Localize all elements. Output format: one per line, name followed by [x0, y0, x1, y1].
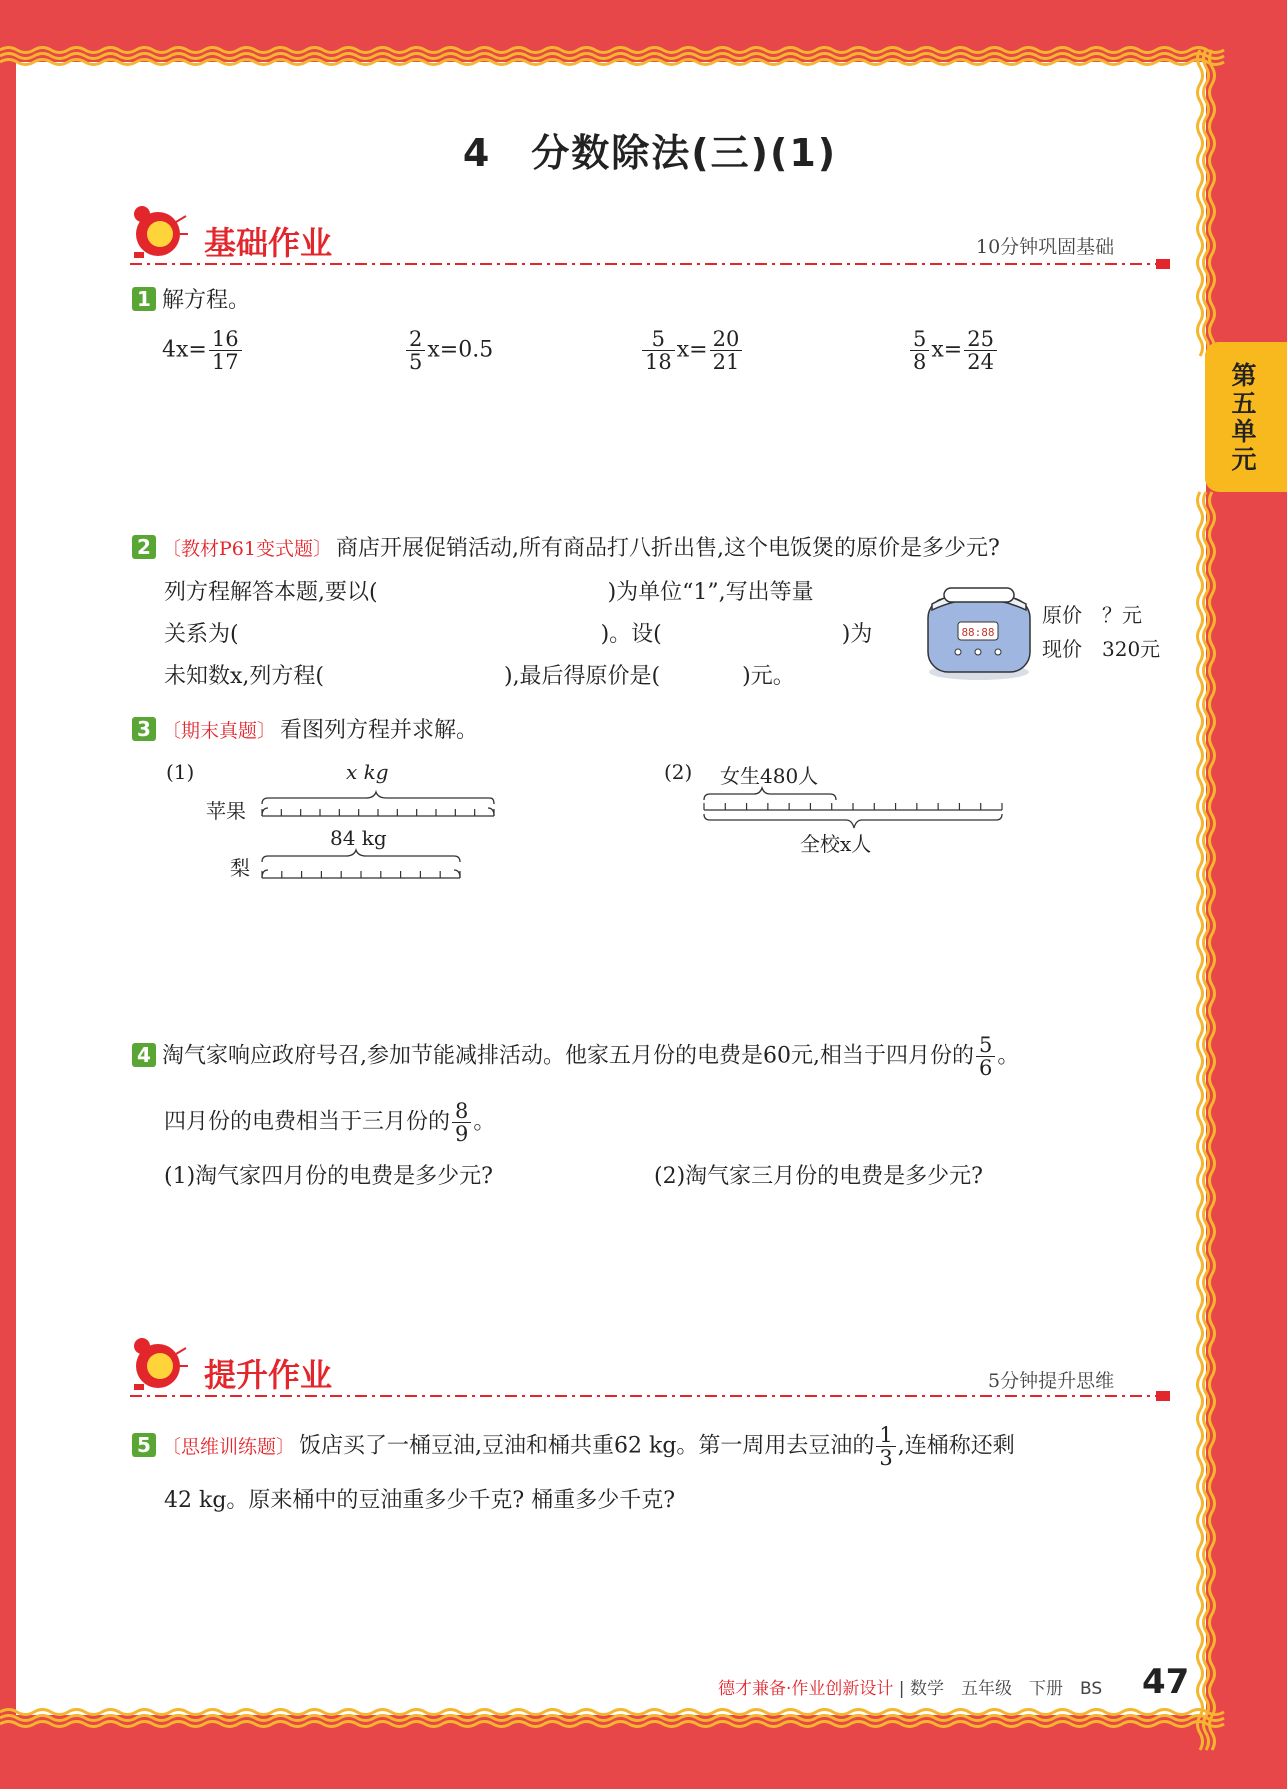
- price-box: [1042, 598, 1160, 666]
- q3-heading: [132, 710, 478, 752]
- eq3-mid: x=: [676, 337, 708, 363]
- q4-line-2: 四月份的电费相当于三月份的 $\frac{8}{9}$ 。: [164, 1099, 496, 1147]
- section-title-advanced: 提升作业: [204, 1356, 333, 1394]
- alarm-clock-icon: [128, 1336, 188, 1392]
- eq4-fraction-b: $\frac{25}{24}$: [964, 328, 997, 373]
- q4-line-1: 4 淘气家响应政府号召,参加节能减排活动。他家五月份的电费是60元,相当于四月份的 $\frac{5}{6}$ 。: [132, 1034, 1019, 1079]
- q1-equation-3: [640, 328, 744, 373]
- q1-text: 解方程。: [162, 288, 251, 313]
- q3-part1-label: (1): [166, 760, 195, 784]
- alarm-clock-icon: [128, 204, 188, 260]
- q5-line-1: 5 〔思维训练题〕 饭店买了一桶豆油,豆油和桶共重62 kg。第一周用去豆油的 $\frac{1}{3}$ ,连桶称还剩: [132, 1424, 1015, 1469]
- eq1-lhs: 4x=: [162, 337, 207, 363]
- eq1-fraction: $\frac{16}{17}$: [209, 328, 242, 373]
- q5-fraction: $\frac{1}{3}$: [876, 1424, 895, 1469]
- q1-heading: [132, 280, 250, 322]
- q3-diagram-2: [700, 786, 1006, 832]
- q4-text-2: 四月份的电费相当于三月份的: [164, 1109, 451, 1135]
- q3-apple-label: 苹果: [206, 799, 246, 823]
- q4-number: 4: [132, 1043, 156, 1067]
- section-title-basic: 基础作业: [204, 224, 333, 262]
- eq3-fraction-a: $\frac{5}{18}$: [642, 328, 675, 373]
- q3-part2-top-label: 女生480人: [720, 764, 819, 788]
- eq4-mid: x=: [931, 337, 963, 363]
- q2-line-2: 关系为( )。设( )为: [164, 622, 873, 647]
- q2-number: 2: [132, 535, 156, 559]
- q1-equation-2: [404, 328, 493, 373]
- q2-heading: [132, 528, 1000, 570]
- eq2-fraction: $\frac{2}{5}$: [406, 328, 425, 373]
- footer-info: 数学 五年级 下册 BS: [909, 1679, 1103, 1699]
- q1-equation-4: [908, 328, 999, 373]
- cooker-display: 88:88: [961, 626, 995, 639]
- q4-fraction-1: $\frac{5}{6}$: [976, 1034, 995, 1079]
- q5-line-2: 42 kg。原来桶中的豆油重多少千克? 桶重多少千克?: [164, 1488, 675, 1513]
- q4-text-1: 淘气家响应政府号召,参加节能减排活动。他家五月份的电费是60元,相当于四月份的: [162, 1043, 974, 1069]
- q5-tag: 〔思维训练题〕: [162, 1435, 296, 1458]
- eq2-rhs: x=0.5: [427, 337, 494, 363]
- q2-line-1: 列方程解答本题,要以( )为单位“1”,写出等量: [164, 580, 814, 605]
- q4-fraction-2: $\frac{8}{9}$: [452, 1100, 471, 1145]
- q3-part2-label: (2): [664, 760, 693, 784]
- q3-part1-top-label: x kg: [346, 760, 389, 784]
- section-divider: [130, 1390, 1172, 1402]
- q3-pear-label: 梨: [230, 856, 250, 880]
- eq4-fraction-a: $\frac{5}{8}$: [910, 328, 929, 373]
- q5-text-1: 饭店买了一桶豆油,豆油和桶共重62 kg。第一周用去豆油的: [299, 1433, 875, 1459]
- unit-tab[interactable]: [1205, 342, 1287, 492]
- q3-diagram-1: [258, 786, 498, 882]
- q3-text: 看图列方程并求解。: [280, 718, 479, 743]
- q5-number: 5: [132, 1433, 156, 1457]
- q3-tag: 〔期末真题〕: [162, 720, 277, 742]
- footer-text: 德才兼备·作业创新设计 | 数学 五年级 下册 BS: [718, 1679, 1103, 1699]
- q3-number: 3: [132, 717, 156, 741]
- q2-tag: 〔教材P61变式题〕: [162, 538, 332, 560]
- eq3-fraction-b: $\frac{20}{21}$: [710, 328, 743, 373]
- q1-equation-1: [162, 328, 244, 373]
- price-now-label: 现价: [1042, 637, 1082, 661]
- price-now-value: 320元: [1102, 637, 1161, 661]
- q4-sub-2: (2)淘气家三月份的电费是多少元?: [654, 1164, 983, 1189]
- price-orig-label: 原价: [1042, 603, 1082, 627]
- q4-sub-1: (1)淘气家四月份的电费是多少元?: [164, 1164, 493, 1189]
- rice-cooker-image: [922, 574, 1036, 682]
- q3-part2-bottom-label: 全校x人: [800, 832, 872, 856]
- q3-mid-label: 84 kg: [330, 826, 387, 850]
- q2-line-3: 未知数x,列方程( ),最后得原价是( )元。: [164, 664, 795, 689]
- section-subtitle-advanced: 5分钟提升思维: [988, 1370, 1115, 1392]
- page-title: 4 分数除法(三)(1): [462, 131, 838, 175]
- q1-number: 1: [132, 287, 156, 311]
- price-orig-value: ？元: [1102, 603, 1142, 627]
- page-number: 47: [1142, 1662, 1190, 1702]
- q2-text: 商店开展促销活动,所有商品打八折出售,这个电饭煲的原价是多少元?: [335, 536, 1000, 561]
- unit-tab-label: 第五单元: [1231, 361, 1257, 474]
- section-divider: [130, 258, 1172, 270]
- section-subtitle-basic: 10分钟巩固基础: [976, 236, 1115, 258]
- footer-brand: 德才兼备·作业创新设计: [718, 1679, 894, 1699]
